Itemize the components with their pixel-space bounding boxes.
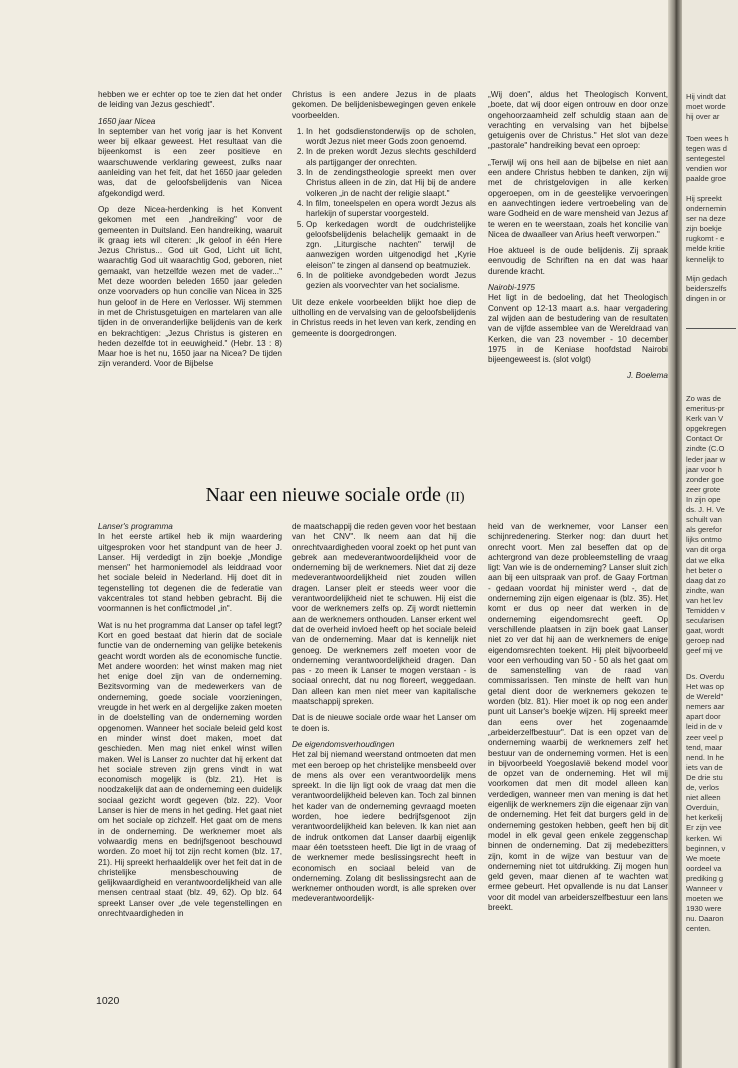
cut-off-line: gaat, wordt [686,626,724,636]
cut-off-line: melde kritie [686,244,725,254]
cut-off-line: vendien wor [686,164,727,174]
cut-off-line: Ds. Overdu [686,672,725,681]
cut-off-line: emeritus-pr [686,404,725,414]
cut-off-line: zeer grote [686,484,721,494]
cut-off-line: jaar voor h [686,464,722,474]
bottom-column-2 [292,522,476,982]
cut-off-line: apart door [686,712,721,722]
cut-off-line: ondernemin [686,204,727,214]
cut-off-line: Overduin, [686,803,719,813]
cut-off-line: zindte (C.O [686,444,725,454]
cut-off-line: beiderszelfs [686,284,727,294]
cut-off-line: prediking g [686,873,724,883]
cut-off-line: het beter o [686,565,723,575]
section-heading: Nairobi-1975 [488,283,535,293]
cut-off-line: paalde groe [686,174,727,184]
cut-off-line: kennelijk to [686,254,724,264]
top-col2-intro: Christus is een andere Jezus in de plaats gekomen. De belijdenisbewegingen geven enkele voorbeelden. [292,90,476,120]
cut-off-line: Zo was de [686,394,722,403]
paragraph: In het eerste artikel heb ik mijn waardering uitgesproken voor het standpunt van de heer J. Lanser. Hij verdedigt in zijn boekje „Mondige mensen" het harmoniemodel als leiddraad voor het sociale beleid in Nederland. Hij doet dit in tegenstelling tot degenen die de federatie van vakcentrales tot stand hebben gebracht. Bij die voormannen is het conflictmodel „in". [98,532,282,614]
cut-off-line: beginnen, v [686,843,726,853]
cut-off-line: tegen was d [686,144,727,154]
paragraph: heid van de werknemer, voor Lanser een schijnredenering. Sterker nog: dan duurt het onrecht voort. Men zal beseffen dat op de achtergrond van deze probleemstelling de vraag ligt: Van wie is de onderneming? Lanser sluit zich aan bij een uitspraak van prof. de Gaay Fortman - gedaan voordat hij minister werd -, dat de onderneming zijn eigen eigenaar is (blz. 35). Het komt er dus op neer dat werken in de onderneming eigendomsrecht geeft. Op verschillende plaatsen in zijn boek gaat Lanser niet zo ver dat hij aan de werknemers de enige eigendomsrechten toekent. Hij pleit bijvoorbeeld voor een verhouding van 50 - 50 als het gaat om de samenstelling van de raad van commissarissen. Ten minste de helft van hun getal dient door de werknemers gekozen te worden (blz. 81). Hier moet ik op nog een ander punt uit Lanser's boekje wijzen. Hij spreekt meer dan eens over het zogenaamde „arbeiderzelfbestuur". Dat is een opzet van de onderneming waarbij de werknemers zelf het bestuur van de onderneming vormen. Het is een in bijvoorbeeld Yoegoslavië bekend model voor de opzet van de onderneming. Het wil mij voorkomen dat men dit model alleen kan verdedigen, wanneer men van mening is dat het eigenlijk de werknemers zijn die eigenaar zijn van de onderneming. Het feit dat burgers geld in de onderneming gestoken hebben, geeft hen bij dit model in elk geval geen enkele zeggenschap binnen de onderneming. Dat zij medebezitters zijn, komt in de wijze van bestuur van de onderneming niet tot uitdrukking. Zij mogen hun geld geven, maar dienen af te wachten wat ermee gebeurt. Het opvallende is nu dat Lanser voor dit model van arbeiderszelfbestuur een lans breekt. [488,522,668,912]
cut-off-line: zeer veel p [686,732,724,742]
cut-off-line: Wanneer v [686,883,723,893]
page-number: 1020 [96,995,120,1007]
cut-off-line: Er zijn vee [686,823,722,833]
author-signature: J. Boelema [627,371,668,381]
belijdenis-examples-list [292,127,476,292]
list-item: 4. In film, toneelspelen en opera wordt Jezus als harlekijn of superstar voorgesteld. [306,199,476,220]
cut-off-line: schuilt van [686,515,722,525]
paragraph: „Wij doen", aldus het Theologisch Konvent, „boete, dat wij door eigen ontrouw en door onze ongehoorzaamheid zelf schuldig staan aan de verachting en vervalsing van het bijbelse getuigenis over de Christus." Het slot van deze „pastorale" handreiking bevat een oproep: [488,90,668,151]
paragraph: hebben we er echter op toe te zien dat het onder de leiding van Jezus geschiedt". [98,90,282,110]
cut-off-line: In zijn ope [686,494,721,504]
cut-off-line: Het was op [686,682,724,692]
cut-off-line: de, verlos [686,783,719,793]
paragraph: de maatschappij die reden geven voor het bestaan van het CNV". Ik neem aan dat hij die onrechtvaardigheden vooral zoekt op het punt van gebrek aan medeverantwoordelijkheid voor de onderneming bij de werknemers. Niet dat zij deze medeverantwoordelijkheid niet zouden willen dragen. Lanser pleit er steeds weer voor die verantwoordelijkheid niet te schuwen. Hij eist die voor de werknemers zelfs op. Zij wordt niettemin aan de werknemers onthouden. Lanser erkent wel dat de overheid invloed heeft op het sociale beleid van de onderneming. Maar dat is kennelijk niet genoeg. De werknemers zelf moeten voor de onderneming verantwoordelijkheid dragen. Dan pas - zo meen ik Lanser te mogen verstaan - is sociaal onrecht, dat nu nog floreert, weggedaan. Dan alleen kan men niet meer van kapitalische maatschappij spreken. [292,522,476,707]
section-heading: Lanser's programma [98,522,173,531]
cut-off-line: Kerk van V [686,414,724,424]
bottom-column-1 [98,522,282,982]
cut-off-line: als gerefor [686,525,722,535]
cut-off-line: hij over ar [686,112,720,122]
cut-off-line: zijn boekje [686,224,722,234]
list-item: 3. In de zendingstheologie spreekt men over Christus alleen in de zin, dat Hij bij de andere volkeren „in de nacht der religie slaapt." [306,168,476,199]
cut-off-line: De drie stu [686,772,723,782]
paragraph: Wat is nu het programma dat Lanser op tafel legt? Kort en goed bestaat dat hierin dat de sociale functie van de onderneming van gelijke betekenis geacht wordt worden als de economische functie. Met andere woorden: het winst maken mag niet het enige doel zijn van de onderneming. Bezitsvorming van de medewerkers van de onderneming, goede sociale voorzieningen, vreugde in het werk en al dergelijke zaken moeten in de doelstelling van de onderneming worden opgenomen. Wanneer het sociale beleid geld kost en minder winst doet maken, moet dat geschieden. Men mag niet enkel winst willen maken. Wel is Lanser zo nuchter dat hij erkent dat het sociale streven zijn grens vindt in wat economisch mogelijk is (blz. 21). Het is noodzakelijk dat aan de onderneming een duidelijk sociaal gezicht wordt gegeven (blz. 22). Voor Lanser is hier de mens in het geding. Het gaat niet om het sociale op zichzelf. Het gaat om de mens in de onderneming. De werknemer moet als volwaardig mens en bedrijfsgenoot beschouwd worden. Zo moet hij tot zijn recht komen (blz. 17, 21). Hij spreekt herhaaldelijk over het feit dat in de christelijke mensbeschouwing de gelijkwaardigheid en verantwoordelijkheid van alle mensen centraal staat (blz. 49, 62). Op blz. 64 spreekt Lanser over „de vele tegenstellingen en onrechtvaardigheden in [98,620,282,918]
cut-off-line: lijks ontmo [686,535,722,545]
paragraph: „Terwijl wij ons heil aan de bijbelse en niet aan een andere Christus hebben te danken, zijn wij met de christgelovigen in alle kerken opgeroepen, om in de geestelijke vervoeringen en aanvechtingen iedere vertroebeling van de ware Godheid en de ware mensheid van Jezus af te weren en te weerstaan, zoals het koncilie van Nicea de dwaalleer van Arius heeft verworpen." [488,157,668,239]
cut-off-line: oordeel va [686,863,722,873]
paragraph: Hoe aktueel is de oude belijdenis. Zij spraak eenvoudig de Schriften na en dat was haar durende kracht. [488,246,668,276]
top-column-3 [488,90,668,445]
cut-off-line: leid in de v [686,722,723,732]
cut-off-line: Mijn gedach [686,274,727,283]
section-heading: 1650 jaar Nicea [98,116,156,126]
cut-off-line: We moete [686,853,721,863]
top-column-1 [98,90,282,445]
adjacent-page-fragment [682,0,738,1068]
cut-off-line: 1930 were [686,904,722,914]
top-col2-outro: Uit deze enkele voorbeelden blijkt hoe diep de uitholling en de vervalsing van de geloofsbelijdenis in Christus reeds in het leven van kerk, zending en gemeente is doorgedrongen. [292,297,476,338]
next-page-block-4 [686,274,738,304]
paragraph: Dat is de nieuwe sociale orde waar het Lanser om te doen is. [292,713,476,733]
article-title [100,484,570,507]
section-heading: De eigendomsverhoudingen [292,739,395,749]
article-title-text: Naar een nieuwe sociale orde [205,484,441,506]
cut-off-line: Hij vindt dat [686,92,726,101]
cut-off-line: dat we elka [686,555,725,565]
cut-off-line: het kerkelij [686,813,723,823]
cut-off-line: ds. J. H. Ve [686,505,725,515]
cut-off-line: nend. In he [686,752,725,762]
next-page-block-6 [686,672,738,934]
cut-off-line: dingen in or [686,294,726,304]
cut-off-line: leder jaar w [686,454,726,464]
paragraph: Het ligt in de bedoeling, dat het Theologisch Convent op 12-13 maart a.s. haar vergadering zal wijden aan de bestudering van de resultaten van de vijfde assemblee van de Wereldraad van Kerken, die van 23 november - 10 december 1975 in de Keniase hoofdstad Nairobi bijeengeweest is. (slot volgt) [488,293,668,365]
next-page-block-5 [686,394,738,656]
paragraph: Op deze Nicea-herdenking is het Konvent gekomen met een „handreiking" voor de gemeenten in Duitsland. Een handreiking, waaruit ik graag iets wil citeren: „Ik geloof in één Here Jezus Christus... God uit God, Licht uit licht, waarachtig God uit waarachtig God, geboren, niet gemaakt, van hetzelfde wezen met de vader..." Met deze woorden beleden 1650 jaar geleden onze voorvaders op hun concilie van Nicea in 325 hun geloof in de Here en Verlosser. Wij stemmen in met de Christusgetuigen en martelaren van alle tijden in de onveranderlijke belijdenis van de kerk en bekrachtigen: „Jezus Christus is gisteren en heden dezelfde tot in eeuwigheid." (Hebr. 13 : 8) Maar hoe is het nu, 1650 jaar na Nicea? De tijden zijn veranderd. Voor de Bijbelse [98,204,282,369]
next-page-block-3 [686,194,738,265]
cut-off-line: geroep nad [686,636,725,646]
cut-off-line: niet alleen [686,793,721,803]
cut-off-line: Temidden v [686,605,725,615]
book-spine-gutter [668,0,682,1068]
cut-off-line: daag dat zo [686,575,726,585]
cut-off-line: moeten we [686,894,724,904]
cut-off-line: Hij spreekt [686,194,722,203]
cut-off-line: ser na deze [686,214,726,224]
article-part: (II) [445,490,465,505]
paragraph: Het zal bij niemand weerstand ontmoeten dat men met een beroep op het christelijke mensbeeld over de mens als over een verantwoordelijk mens spreekt. In die lijn ligt ook de vraag dat men die verantwoordelijkheid beleven kan. Toch zal binnen het kader van de onderneming gevraagd moeten worden, hoe iedere bedrijfsgenoot zijn verantwoordelijkheid kan beleven. Ik kan niet aan de indruk ontkomen dat Lanser daarbij eigenlijk maar één toetssteen heeft. Die ligt in de vraag of de werknemer mede beslissingsrecht heeft in economisch en sociaal beleid van de onderneming. Zolang dit beslissingsrecht aan de werknemer onthouden wordt, is alle spreken over medeverantwoordelijk- [292,750,476,904]
top-column-2 [292,90,476,445]
cut-off-line: nemers aar [686,702,725,712]
bottom-column-3 [488,522,668,982]
cut-off-line: iets van de [686,762,723,772]
list-item: 5. Op kerkedagen wordt de oudchristelijke geloofsbelijdenis belachelijk gemaakt in de zgn. „Liturgische nachten" terwijl de aanwezigen worden uitgenodigd het „Kyrie eleison" te zingen al dansend op beatmuziek. [306,220,476,271]
cut-off-line: moet worde [686,102,726,112]
next-page-block-2 [686,134,738,184]
cut-off-line: de Wereld" [686,692,724,702]
list-item: 2. In de preken wordt Jezus slechts geschilderd als partijganger der onrechten. [306,147,476,168]
cut-off-line: van het lev [686,595,723,605]
cut-off-line: rugkomt - e [686,234,725,244]
next-page-rule [686,318,738,345]
cut-off-line: zonder goe [686,474,724,484]
cut-off-line: secularisen [686,616,725,626]
cut-off-line: opgekregen [686,424,727,434]
cut-off-line: Toen wees h [686,134,729,143]
cut-off-line: tend, maar [686,742,723,752]
cut-off-line: zindte, wan [686,585,725,595]
list-item: 1. In het godsdienstonderwijs op de scholen, wordt Jezus niet meer Gods zoon genoemd. [306,127,476,148]
cut-off-line: Contact Or [686,434,723,444]
cut-off-line: van dit orga [686,545,726,555]
list-item: 6. In de politieke avondgebeden wordt Jezus gezien als voorvechter van het socialisme. [306,271,476,292]
cut-off-line: kerken. Wi [686,833,722,843]
next-page-block-1 [686,92,738,122]
paragraph: In september van het vorig jaar is het Konvent weer bij elkaar geweest. Het resultaat van die bijeenkomst is een zeer positieve en waarschuwende verklaring geweest, zulks naar aanleiding van het feit, dat het 1650 jaar geleden was, dat de geloofsbelijdenis van Nicea afgekondigd werd. [98,126,282,198]
top-col3-body [488,90,668,365]
cut-off-line: centen. [686,924,711,934]
cut-off-line: geef mij ve [686,646,723,656]
cut-off-line: sentegestel [686,154,725,164]
cut-off-line: nu. Daaron [686,914,724,924]
